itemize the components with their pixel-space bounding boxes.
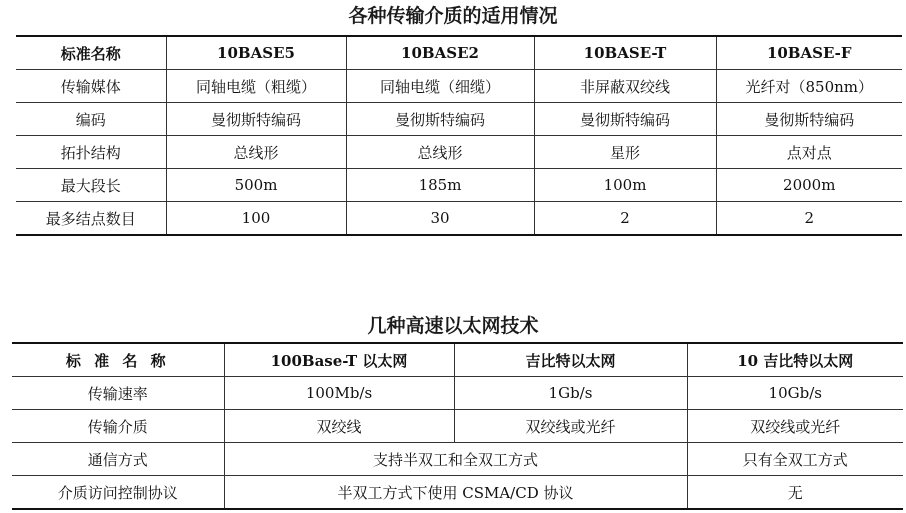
table-cell: 2 xyxy=(534,202,716,236)
header-cell: 吉比特以太网 xyxy=(454,343,687,377)
header-cell: 10BASE-F xyxy=(716,36,902,70)
header-cell: 100Base-T 以太网 xyxy=(224,343,454,377)
row-label: 传输速率 xyxy=(12,377,224,410)
table-cell: 双绞线或光纤 xyxy=(687,410,903,443)
table-cell: 点对点 xyxy=(716,136,902,169)
table-cell: 2 xyxy=(716,202,902,236)
table-cell: 只有全双工方式 xyxy=(687,443,903,476)
table-cell: 总线形 xyxy=(166,136,346,169)
header-cell: 10BASE5 xyxy=(166,36,346,70)
high-speed-ethernet-table xyxy=(12,342,903,510)
transmission-media-table xyxy=(16,35,902,236)
table-header-row xyxy=(16,36,902,70)
row-label: 介质访问控制协议 xyxy=(12,476,224,510)
header-cell: 10 吉比特以太网 xyxy=(687,343,903,377)
table-cell: 同轴电缆（细缆） xyxy=(346,70,534,103)
row-label: 传输介质 xyxy=(12,410,224,443)
table-cell: 100m xyxy=(534,169,716,202)
row-label: 编码 xyxy=(16,103,166,136)
table-cell: 30 xyxy=(346,202,534,236)
table-row xyxy=(16,202,902,236)
table-row xyxy=(12,377,903,410)
table-cell: 1Gb/s xyxy=(454,377,687,410)
table-cell: 100Mb/s xyxy=(224,377,454,410)
table-cell: 无 xyxy=(687,476,903,510)
table-cell: 非屏蔽双绞线 xyxy=(534,70,716,103)
table-row xyxy=(12,443,903,476)
table-cell: 光纤对（850nm） xyxy=(716,70,902,103)
table2-title: 几种高速以太网技术 xyxy=(367,315,539,337)
table-cell: 总线形 xyxy=(346,136,534,169)
header-cell: 10BASE2 xyxy=(346,36,534,70)
table-cell: 双绞线或光纤 xyxy=(454,410,687,443)
table-cell: 曼彻斯特编码 xyxy=(716,103,902,136)
merged-cell: 半双工方式下使用 CSMA/CD 协议 xyxy=(224,476,687,510)
table-cell: 星形 xyxy=(534,136,716,169)
table-cell: 同轴电缆（粗缆） xyxy=(166,70,346,103)
table-row xyxy=(16,103,902,136)
table-row xyxy=(12,410,903,443)
table-cell: 曼彻斯特编码 xyxy=(166,103,346,136)
header-cell: 标 准 名 称 xyxy=(12,343,224,377)
table-cell: 10Gb/s xyxy=(687,377,903,410)
row-label: 最多结点数目 xyxy=(16,202,166,236)
table-cell: 曼彻斯特编码 xyxy=(534,103,716,136)
row-label: 通信方式 xyxy=(12,443,224,476)
table-row xyxy=(12,476,903,510)
row-label: 最大段长 xyxy=(16,169,166,202)
table-cell: 185m xyxy=(346,169,534,202)
table-cell: 曼彻斯特编码 xyxy=(346,103,534,136)
table-cell: 双绞线 xyxy=(224,410,454,443)
table-cell: 500m xyxy=(166,169,346,202)
row-label: 拓扑结构 xyxy=(16,136,166,169)
table-row xyxy=(16,169,902,202)
table1-title: 各种传输介质的适用情况 xyxy=(348,5,558,27)
table-row xyxy=(16,136,902,169)
table-cell: 100 xyxy=(166,202,346,236)
header-cell: 10BASE-T xyxy=(534,36,716,70)
table-header-row xyxy=(12,343,903,377)
table-row xyxy=(16,70,902,103)
table-cell: 2000m xyxy=(716,169,902,202)
header-cell: 标准名称 xyxy=(16,36,166,70)
merged-cell: 支持半双工和全双工方式 xyxy=(224,443,687,476)
row-label: 传输媒体 xyxy=(16,70,166,103)
